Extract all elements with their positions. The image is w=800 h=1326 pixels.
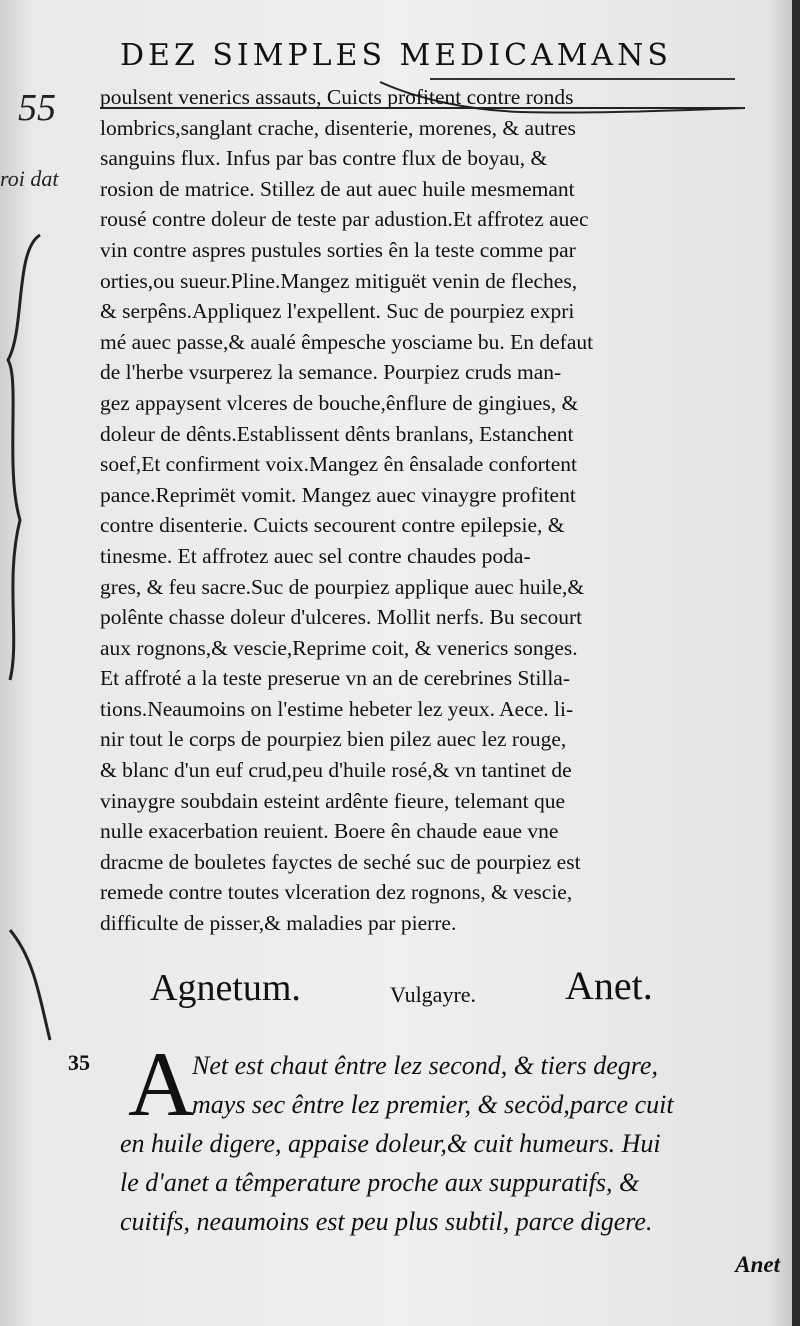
italic-line: Net est chaut êntre lez second, & tiers degre, xyxy=(192,1051,658,1080)
italic-line: cuitifs, neaumoins est peu plus subtil, parce digere. xyxy=(120,1207,653,1236)
text-line: poulsent venerics assauts, Cuicts profitent contre ronds xyxy=(100,85,574,109)
text-line: polênte chasse doleur d'ulceres. Mollit nerfs. Bu secourt xyxy=(100,605,583,630)
text-line: vinaygre soubdain esteint ardênte fieure, telemant que xyxy=(100,788,566,813)
heading-latin-name: Agnetum. xyxy=(150,967,301,1009)
text-line: rousé contre doleur de teste par adustion.Et affrotez auec xyxy=(100,207,589,232)
italic-paragraph xyxy=(120,1046,785,1241)
italic-line: le d'anet a têmperature proche aux suppuratifs, & xyxy=(120,1168,640,1197)
text-line: dracme de bouletes fayctes de seché suc de pourpiez est xyxy=(100,849,581,874)
text-line: vin contre aspres pustules sorties ên la teste comme par xyxy=(100,237,576,262)
body-text xyxy=(100,82,765,939)
margin-number-top: 55 xyxy=(18,87,56,129)
section-heading xyxy=(150,963,670,1016)
text-line: remede contre toutes vlceration dez rognons, & vescie, xyxy=(100,880,573,905)
margin-annotation: roi dat xyxy=(0,166,59,191)
text-line: rosion de matrice. Stillez de aut auec huile mesmemant xyxy=(100,176,575,201)
text-line: soef,Et confirment voix.Mangez ên ênsalade confortent xyxy=(100,452,577,477)
margin-number-bottom: 35 xyxy=(68,1050,90,1075)
text-line: difficulte de pisser,& maladies par pierre. xyxy=(100,911,457,936)
heading-vulgar-label: Vulgayre. xyxy=(390,982,477,1007)
text-line: mé auec passe,& aualé êmpesche yosciame bu. En defaut xyxy=(100,329,594,354)
text-line: tions.Neaumoins on l'estime hebeter lez yeux. Aece. li- xyxy=(100,696,574,721)
drop-capital: A xyxy=(128,1033,195,1135)
text-line: pance.Reprimët vomit. Mangez auec vinaygre profitent xyxy=(100,482,576,507)
running-head-rule xyxy=(430,78,735,80)
text-line: nulle exacerbation reuient. Boere ên chaude eaue vne xyxy=(100,819,559,844)
text-line: doleur de dênts.Establissent dênts branlans, Estanchent xyxy=(100,421,574,446)
catchword: Anet xyxy=(735,1252,780,1277)
italic-line: en huile digere, appaise doleur,& cuit humeurs. Hui xyxy=(120,1129,661,1158)
text-line: gres, & feu sacre.Suc de pourpiez applique auec huile,& xyxy=(100,574,585,599)
marginal-bracket-top xyxy=(8,235,40,680)
text-line: & blanc d'un euf crud,peu d'huile rosé,& vn tantinet de xyxy=(100,758,572,783)
italic-line: mays sec êntre lez premier, & secöd,parce cuit xyxy=(192,1090,674,1119)
running-head: DEZ SIMPLES MEDICAMANS xyxy=(120,38,672,73)
text-line: Et affroté a la teste preserue vn an de cerebrines Stilla- xyxy=(100,666,570,691)
handwritten-underline xyxy=(100,107,740,109)
heading-french-name: Anet. xyxy=(565,963,653,1008)
text-line: contre disenterie. Cuicts secourent contre epilepsie, & xyxy=(100,513,565,538)
text-line: orties,ou sueur.Pline.Mangez mitiguët venin de fleches, xyxy=(100,268,578,293)
text-line: tinesme. Et affrotez auec sel contre chaudes poda- xyxy=(100,543,531,568)
text-line: sanguins flux. Infus par bas contre flux de boyau, & xyxy=(100,146,548,171)
text-line: de l'herbe vsurperez la semance. Pourpiez cruds man- xyxy=(100,360,562,385)
text-line: lombrics,sanglant crache, disenterie, morenes, & autres xyxy=(100,115,576,140)
text-line: & serpêns.Appliquez l'expellent. Suc de pourpiez expri xyxy=(100,299,575,324)
marginal-bracket-bottom xyxy=(10,930,50,1040)
text-line: aux rognons,& vescie,Reprime coit, & venerics songes. xyxy=(100,635,578,660)
text-line: nir tout le corps de pourpiez bien pilez auec lez rouge, xyxy=(100,727,567,752)
text-line: gez appaysent vlceres de bouche,ênflure de gingiues, & xyxy=(100,390,579,415)
